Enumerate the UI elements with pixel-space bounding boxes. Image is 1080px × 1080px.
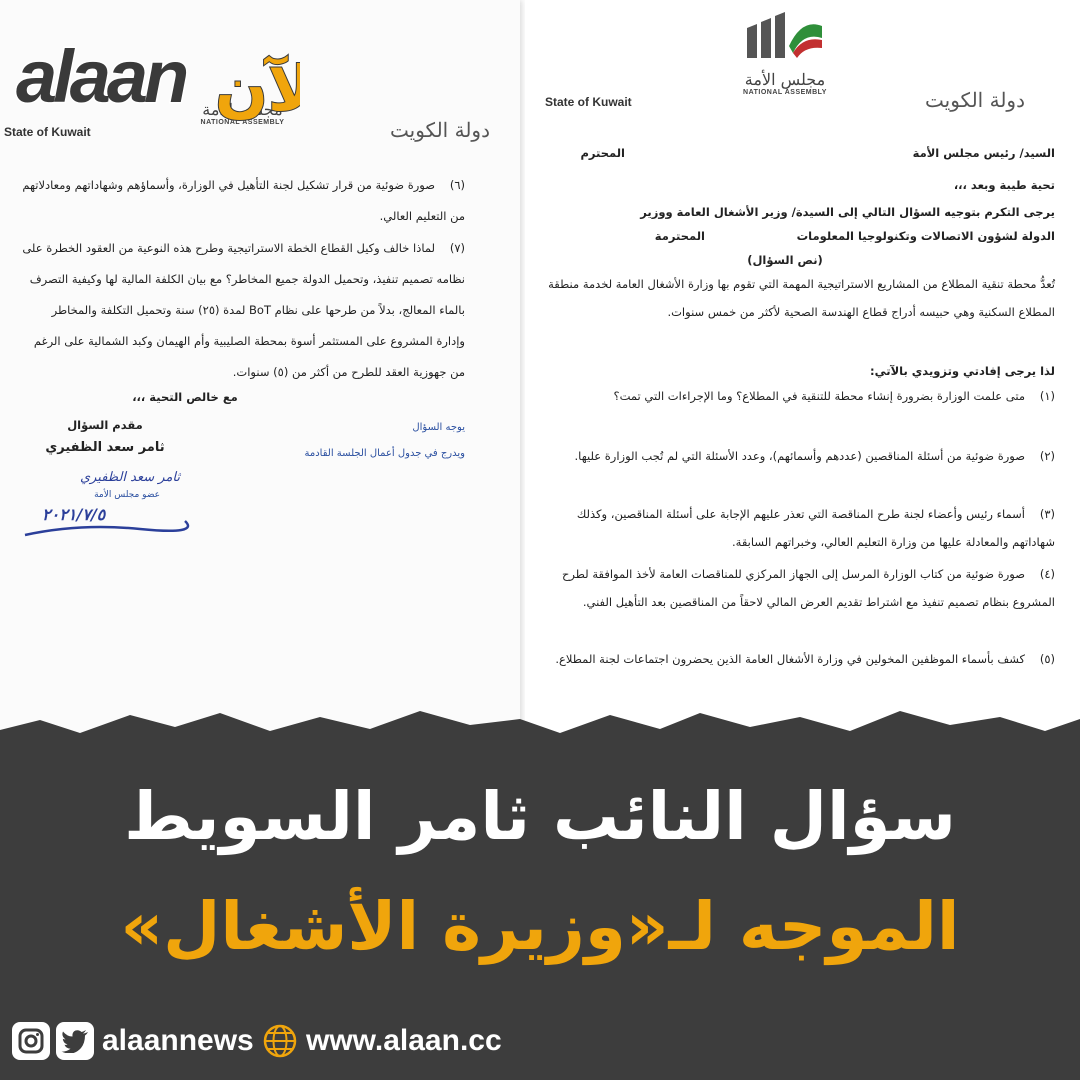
state-ar-label: دولة الكويت xyxy=(390,118,490,142)
right-document-page xyxy=(525,0,1080,740)
signature-date: ٢٠٢١/٧/٥ xyxy=(42,505,106,524)
twitter-icon xyxy=(56,1022,94,1060)
request-line-2: الدولة لشؤون الاتصالات وتكنولوجيا المعلومات xyxy=(796,229,1055,243)
intro-paragraph: تُعدُّ محطة تنقية المطلاع من المشاريع الاستراتيجية المهمة التي تقوم بها وزارة الأشغال العامة لخدمة منطقة المطلاع السكنية وهي حبيسه أدراج قطاع الهندسة الصحية لأكثر من خمس سنوات. xyxy=(548,277,1055,319)
signature-title: عضو مجلس الأمة xyxy=(94,490,160,500)
greeting: تحية طيبة وبعد ،،، xyxy=(953,178,1055,192)
right-item-4 xyxy=(545,560,1055,616)
logo-arabic: آن xyxy=(215,52,292,125)
headline-line-1: سؤال النائب ثامر السويط xyxy=(124,778,956,855)
item-text: لماذا خالف وكيل القطاع الخطة الاستراتيجية وطرح هذه النوعية من العقود الخطرة على نظامه تصميم تنفيذ، وتحميل الدولة جميع المخاطر؟ مع بيان الكلفة المالية لها وكيفية التصرف بالماء المعالج، بدلاً من طرحها على نظام BoT لمدة (٢٥) سنة وتحميل التكلفة والمخاطر وإدارة المشروع على المستثمر أسوة بمحطة الصليبية وأم الهيمان وكبد الشمالية على الرغم من جهوزية العقد للطرح من أكثر من (٥) سنوات. xyxy=(22,241,465,379)
instagram-link[interactable] xyxy=(12,1012,50,1070)
seal-en: NATIONAL ASSEMBLY xyxy=(200,119,285,126)
item-text: أسماء رئيس وأعضاء لجنة طرح المناقصة التي تعذر عليهم الإجابة على أسئلة المناقصين، وكذلك شهاداتهم والمعادلة عليها من وزارة التعليم العالي، وخبراتهم السابقة. xyxy=(576,507,1055,549)
headline-line-2: الموجه لـ«وزيرة الأشغال» xyxy=(120,888,960,965)
item-text: كشف بأسماء الموظفين المخولين في وزارة الأشغال العامة الذين يحضرون اجتماعات لجنة المطلاع. xyxy=(555,652,1025,666)
state-ar-label: دولة الكويت xyxy=(925,88,1025,112)
website-link[interactable] xyxy=(262,1012,298,1070)
item-text: صورة ضوئية من قرار تشكيل لجنة التأهيل في الوزارة، وأسماؤهم وشهاداتهم ومعادلاتهم من التعليم العالي. xyxy=(22,178,465,223)
request-list-heading: لذا يرجى إفادتي وتزويدي بالآتي: xyxy=(870,364,1055,378)
item-number: (٥) xyxy=(1039,652,1055,666)
item-text: صورة ضوئية من أسئلة المناقصين (عددهم وأسمائهم)، وعدد الأسئلة التي لم تُجب الوزارة عليها. xyxy=(574,449,1025,463)
item-number: (٢) xyxy=(1039,449,1055,463)
state-en-label: State of Kuwait xyxy=(545,95,632,109)
item-text: متى علمت الوزارة بضرورة إنشاء محطة للتنقية في المطلاع؟ وما الإجراءات التي تمت؟ xyxy=(613,389,1025,403)
question-label: (نص السؤال) xyxy=(747,253,823,267)
alaan-logo xyxy=(10,20,300,130)
closing-line: مع خالص التحية ،،، xyxy=(132,390,238,404)
item-number: (٦) xyxy=(449,178,465,192)
presenter-name: ثامر سعد الظفيري xyxy=(45,440,165,455)
assembly-seal xyxy=(730,70,840,96)
twitter-link[interactable] xyxy=(56,1012,94,1070)
globe-icon xyxy=(262,1023,298,1059)
assembly-building-icon xyxy=(737,8,827,63)
seal-en: NATIONAL ASSEMBLY xyxy=(743,89,827,96)
social-handle[interactable]: alaannews xyxy=(102,1024,254,1057)
social-footer xyxy=(0,1012,1080,1070)
right-item-1 xyxy=(545,382,1055,410)
signature-underline xyxy=(20,515,190,545)
item-text: صورة ضوئية من كتاب الوزارة المرسل إلى الجهاز المركزي للمناقصات العامة لأخذ الموافقة لطرح المشروع بنظام تصميم تنفيذ مع اشتراط تقديم العرض المالي لاحقاً من المناقصين بعد التأهيل الفني. xyxy=(561,567,1055,609)
website-url[interactable]: www.alaan.cc xyxy=(306,1024,502,1057)
logo-text: alaan xyxy=(16,35,186,118)
presenter-label: مقدم السؤال xyxy=(67,418,143,432)
request-respected: المحترمة xyxy=(654,229,705,243)
seal-ar: مجلس الأمة xyxy=(744,70,826,89)
right-item-3 xyxy=(545,500,1055,556)
right-item-2 xyxy=(545,442,1055,470)
left-item-7 xyxy=(20,233,465,388)
instagram-icon xyxy=(12,1022,50,1060)
item-number: (١) xyxy=(1039,389,1055,403)
alaan-logo-mark xyxy=(10,20,300,130)
item-number: (٣) xyxy=(1039,507,1055,521)
addressee: السيد/ رئيس مجلس الأمة xyxy=(912,146,1055,160)
item-number: (٧) xyxy=(449,241,465,255)
routing-note-2: ويدرج في جدول أعمال الجلسة القادمة xyxy=(304,448,465,459)
handwritten-signature: ثامر سعد الظفيري xyxy=(79,470,180,485)
left-item-6 xyxy=(20,170,465,232)
item-number: (٤) xyxy=(1039,567,1055,581)
addressee-respected: المحترم xyxy=(580,146,625,160)
request-line-1: يرجى التكرم بتوجيه السؤال التالي إلى السيدة/ وزير الأشغال العامة ووزير xyxy=(640,205,1055,219)
seal-ar: مجلس الأمة xyxy=(202,100,283,119)
routing-note-1: يوجه السؤال xyxy=(412,422,465,433)
state-en-label: State of Kuwait xyxy=(4,125,91,139)
right-item-5 xyxy=(545,645,1055,673)
